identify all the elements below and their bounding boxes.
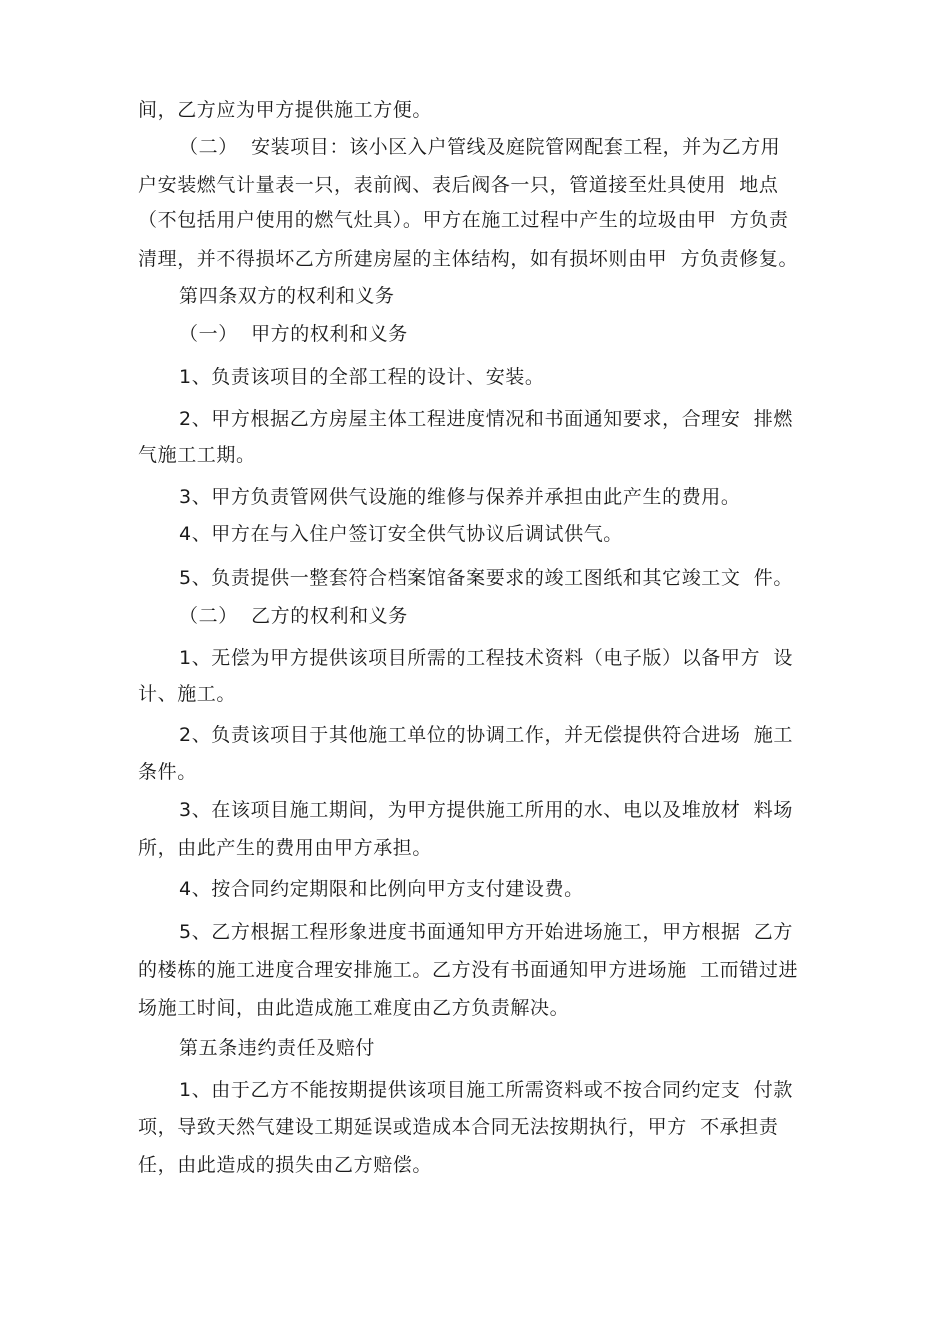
- text-line-8: 1、负责该项目的全部工程的设计、安装。: [179, 366, 545, 388]
- section-heading-4: 第四条双方的权利和义务: [179, 285, 395, 307]
- text-line-17: 2、负责该项目于其他施工单位的协调工作，并无偿提供符合进场 施工: [179, 724, 793, 746]
- text-line-1: 间，乙方应为甲方提供施工方便。: [138, 99, 433, 121]
- text-line-4: （不包括用户使用的燃气灶具）。甲方在施工过程中产生的垃圾由甲 方负责: [138, 209, 789, 231]
- subsection-heading-party-b: （二） 乙方的权利和义务: [179, 605, 408, 627]
- text-line-18: 条件。: [138, 761, 197, 783]
- text-line-5: 清理，并不得损坏乙方所建房屋的主体结构，如有损坏则由甲 方负责修复。: [138, 248, 799, 270]
- text-line-10: 气施工工期。: [138, 444, 256, 466]
- text-line-23: 的楼栋的施工进度合理安排施工。乙方没有书面通知甲方进场施 工而错过进: [138, 959, 799, 981]
- text-line-2: （二） 安装项目：该小区入户管线及庭院管网配套工程，并为乙方用: [179, 136, 781, 158]
- text-line-19: 3、在该项目施工期间，为甲方提供施工所用的水、电以及堆放材 料场: [179, 799, 793, 821]
- text-line-21: 4、按合同约定期限和比例向甲方支付建设费。: [179, 878, 584, 900]
- text-line-12: 4、甲方在与入住户签订安全供气协议后调试供气。: [179, 523, 623, 545]
- text-line-20: 所，由此产生的费用由甲方承担。: [138, 837, 433, 859]
- text-line-27: 项，导致天然气建设工期延误或造成本合同无法按期执行，甲方 不承担责: [138, 1116, 779, 1138]
- subsection-heading-party-a: （一） 甲方的权利和义务: [179, 323, 408, 345]
- text-line-26: 1、由于乙方不能按期提供该项目施工所需资料或不按合同约定支 付款: [179, 1079, 793, 1101]
- text-line-28: 任，由此造成的损失由乙方赔偿。: [138, 1154, 433, 1176]
- text-line-9: 2、甲方根据乙方房屋主体工程进度情况和书面通知要求，合理安 排燃: [179, 408, 793, 430]
- text-line-3: 户安装燃气计量表一只，表前阀、表后阀各一只，管道接至灶具使用 地点: [138, 174, 779, 196]
- text-line-15: 1、无偿为甲方提供该项目所需的工程技术资料（电子版）以备甲方 设: [179, 647, 793, 669]
- text-line-13: 5、负责提供一整套符合档案馆备案要求的竣工图纸和其它竣工文 件。: [179, 567, 793, 589]
- section-heading-5: 第五条违约责任及赔付: [179, 1037, 376, 1059]
- text-line-16: 计、施工。: [138, 683, 237, 705]
- text-line-22: 5、乙方根据工程形象进度书面通知甲方开始进场施工，甲方根据 乙方: [179, 921, 793, 943]
- text-line-24: 场施工时间，由此造成施工难度由乙方负责解决。: [138, 997, 570, 1019]
- text-line-11: 3、甲方负责管网供气设施的维修与保养并承担由此产生的费用。: [179, 486, 741, 508]
